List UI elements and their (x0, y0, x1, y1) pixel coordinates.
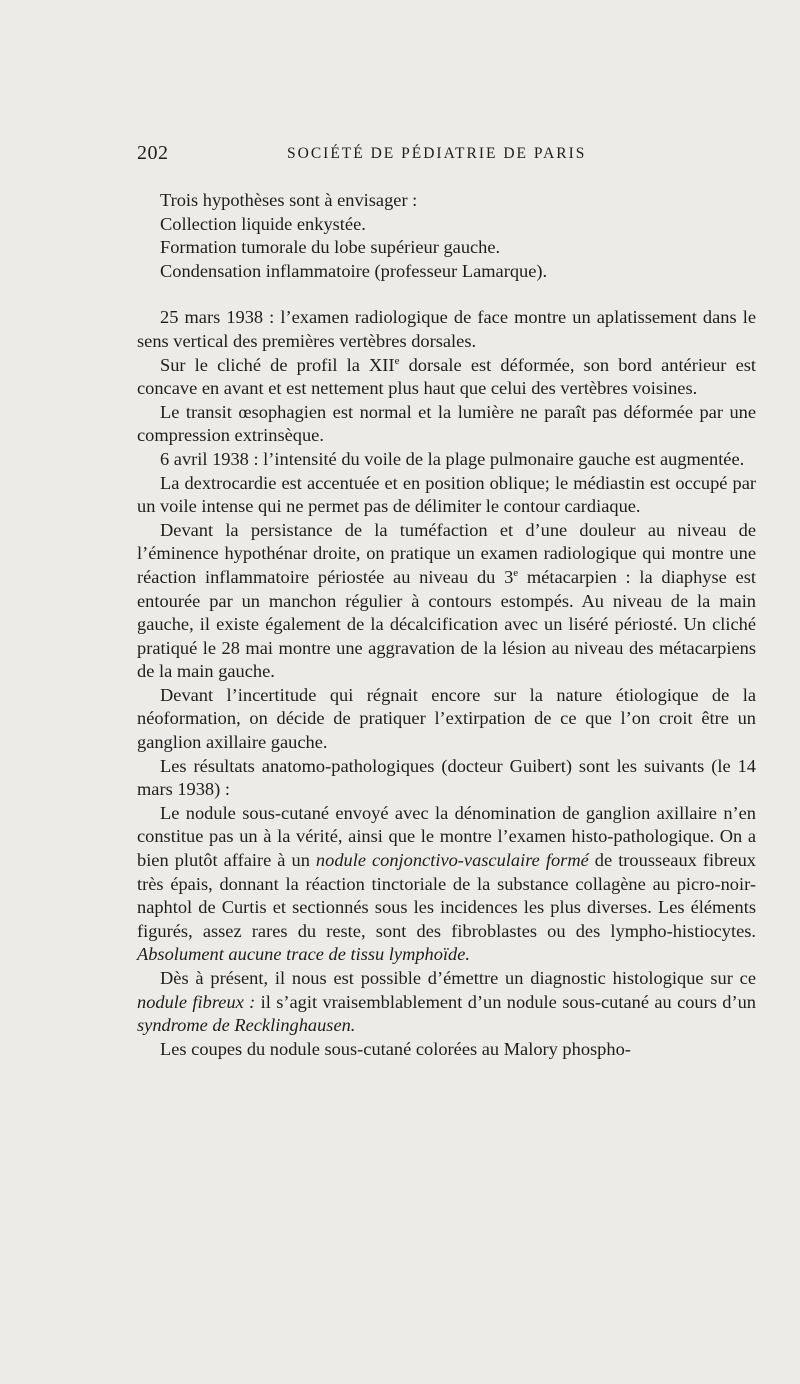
text-run: Sur le cliché de profil la XII (160, 354, 395, 375)
page-number: 202 (137, 142, 169, 164)
main-text (137, 189, 756, 1061)
page-header (137, 142, 757, 170)
paragraph: Les résultats anatomo-pathologiques (docteur Guibert) sont les suivants (le 14 mars 1938) : (137, 755, 756, 800)
paragraph: Condensation inflammatoire (professeur Lamarque). (160, 260, 548, 281)
paragraph: 25 mars 1938 : l’examen radiologique de face montre un aplatissement dans le sens vertical des premières vertèbres dorsales. (137, 307, 756, 351)
paragraph (137, 967, 756, 1038)
italic-text: syndrome de Recklinghausen. (137, 1015, 356, 1036)
paragraph: 6 avril 1938 : l’intensité du voile de la plage pulmonaire gauche est augmentée. (160, 448, 745, 469)
paragraph (137, 354, 756, 401)
text-run: il s’agit vraisemblablement d’un nodule sous-cutané au cours d’un (255, 991, 756, 1012)
running-title: SOCIÉTÉ DE PÉDIATRIE DE PARIS (287, 145, 587, 162)
paragraph: Collection liquide enkystée. (160, 213, 366, 234)
paragraph (137, 802, 756, 967)
text-run: dorsale est déformée, son bord antérieur est concave en avant et est nettement plus haut que celui des vertèbres voisines. (137, 354, 756, 399)
text-run: Dès à présent, il nous est possible d’émettre un diagnostic histologique sur ce (160, 968, 756, 988)
paragraph: Le transit œsophagien est normal et la lumière ne paraît pas déformée par une compression extrinsèque. (137, 401, 756, 446)
italic-text: nodule fibreux : (137, 991, 256, 1012)
text-run: Le nodule sous-cutané envoyé avec la dénomination de ganglion axillaire n’en constitue pas un à la vérité, ainsi que le montre l’examen histo-pathologique. On a bien plutôt affaire à un (137, 802, 756, 871)
paragraph: Devant l’incertitude qui régnait encore sur la nature étiologique de la néoformation, on décide de pratiquer l’extirpation de ce que l’on croit être un ganglion axillaire gauche. (137, 684, 756, 753)
paragraph: Trois hypothèses sont à envisager : (160, 190, 418, 210)
text-run: métacarpien : la diaphyse est entourée par un manchon régulier à contours estompés. Au niveau de la main gauche, il existe également de la décalcification avec un liséré périosté. Un cliché pratiqué le 28 mai montre une aggravation de la lésion au niveau des métacarpiens de la main gauche. (137, 566, 756, 682)
paragraph (137, 519, 756, 684)
italic-text: nodule conjonctivo-vasculaire formé (315, 850, 589, 871)
superscript: e (513, 566, 519, 579)
paragraph: La dextrocardie est accentuée et en position oblique; le médiastin est occupé par un voile intense qui ne permet pas de délimiter le contour cardiaque. (137, 472, 756, 517)
italic-text: Absolument aucune trace de tissu lymphoïde. (137, 944, 471, 965)
paragraph: Les coupes du nodule sous-cutané colorées au Malory phospho- (160, 1038, 631, 1059)
text-run: de trousseaux fibreux très épais, donnant la réaction tinctoriale de la substance collagène au picro-noir-naphtol de Curtis et sectionnés sous les incidences les plus diverses. Les éléments figurés, assez rares du reste, sont des fibroblastes ou des lympho-histiocytes. (137, 850, 756, 941)
paragraph: Formation tumorale du lobe supérieur gauche. (160, 237, 501, 258)
text-run: Devant la persistance de la tuméfaction et d’une douleur au niveau de l’éminence hypothénar droite, on pratique un examen radiologique qui montre une réaction inflammatoire périostée au niveau du 3 (137, 519, 756, 587)
superscript: e (394, 354, 400, 367)
